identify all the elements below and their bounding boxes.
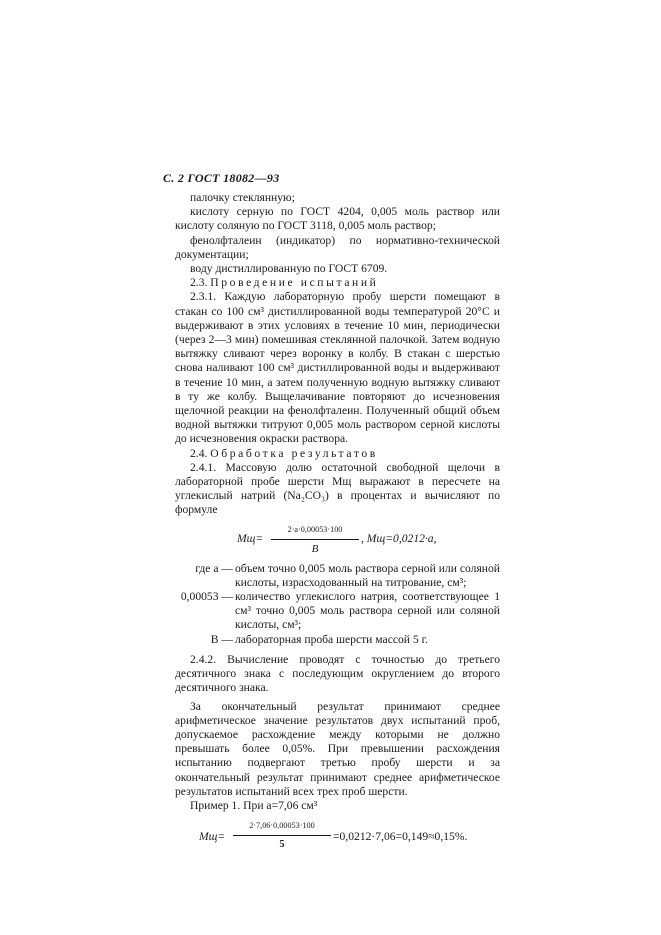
- section-number: 2.4.: [190, 446, 208, 460]
- paragraph-2-3-1: 2.3.1. Каждую лабораторную пробу шерсти помещают в стакан со 100 см³ дистиллированной воды температурой 20°С и выдерживают в этих условиях в течение 10 мин, периодически (через 2—3 мин) помешивая стеклянной палочкой. Затем водную вытяжку сливают через воронку в колбу. В стакан с шерстью снова наливают 100 см³ дистиллированной воды и выдерживают в течение 10 мин, а затем полученную водную вытяжку сливают в ту же колбу. Выщелачивание повторяют до исчезновения щелочной реакции на фенолфталеин. Полученный общий объем водной вытяжки титруют 0,005 моль раствором серной кислоты до исчезновения окраски раствора.: [175, 290, 500, 446]
- formula-example: [175, 815, 500, 859]
- paragraph-2-4-2: 2.4.2. Вычисление проводят с точностью до третьего десятичного знака с последующим округлением до второго десятичного знака.: [175, 652, 500, 695]
- list-item-glass-rod: палочку стеклянную;: [190, 191, 295, 204]
- formula-rhs: =0,0212·7,06=0,149≈0,15%.: [333, 830, 468, 844]
- section-title: Обработка результатов: [210, 446, 378, 460]
- formula-fraction: [271, 523, 359, 556]
- formula-lhs: Мщ=: [199, 830, 226, 844]
- list-item-water: воду дистиллированную по ГОСТ 6709.: [190, 262, 388, 276]
- definition-row: [175, 633, 500, 647]
- definition-label: где а —: [195, 561, 233, 575]
- formula-denominator: В: [311, 542, 319, 555]
- list-item-acid: кислоту серную по ГОСТ 4204, 0,005 моль раствор или кислоту соляную по ГОСТ 3118, 0,005 моль раствор;: [175, 205, 500, 233]
- fraction-bar: [233, 835, 331, 836]
- section-heading-2-3: [175, 276, 500, 290]
- definition-label: В —: [210, 632, 233, 646]
- section-number: 2.3.: [190, 276, 208, 290]
- formula-rhs: , Мщ=0,0212·а,: [361, 531, 437, 545]
- example-heading: Пример 1. При а=7,06 см³: [190, 798, 318, 812]
- fraction-bar: [271, 539, 359, 540]
- page-header: С. 2 ГОСТ 18082—93: [163, 171, 280, 185]
- definition-label: 0,00053 —: [180, 590, 233, 604]
- formula-lhs: Мщ=: [237, 531, 264, 545]
- definition-text: количество углекислого натрия, соответствующее 1 см³ точно 0,005 моль раствора серной или соляной кислоты, см³;: [235, 590, 500, 632]
- formula-numerator: 2·а·0,00053·100: [287, 524, 343, 534]
- formula-fraction: [233, 819, 331, 852]
- definition-text: объем точно 0,005 моль раствора серной или соляной кислоты, израсходованный на титрование, см³;: [235, 561, 500, 589]
- definition-row: [175, 590, 500, 633]
- list-item-phenolphthalein: фенолфталеин (индикатор) по нормативно-технической документации;: [175, 233, 500, 261]
- section-heading-2-4: [175, 447, 500, 461]
- section-title: Проведение испытаний: [210, 276, 379, 290]
- document-body: [175, 191, 500, 859]
- paragraph-2-4-1: 2.4.1. Массовую долю остаточной свободной щелочи в лабораторной пробе шерсти Мщ выражают в пересчете на углекислый натрий (Na₂CO₃) в процентах и вычисляют по формуле: [175, 460, 500, 517]
- formula-definitions: [175, 562, 500, 647]
- definition-text: лабораторная проба шерсти массой 5 г.: [235, 632, 428, 646]
- formula-numerator: 2·7,06·0,00053·100: [249, 821, 315, 831]
- definition-row: [175, 562, 500, 590]
- paragraph-final-result: За окончательный результат принимают среднее арифметическое значение результатов двух испытаний проб, допускаемое расхождение между которыми не должно превышать более 0,05%. При превышении расхождения испытанию подвергают третью пробу шерсти и за окончательный результат принимают среднее арифметическое результатов испытаний всех трех проб шерсти.: [175, 699, 500, 798]
- formula-alkali-fraction: [175, 520, 500, 560]
- formula-denominator: 5: [279, 839, 285, 851]
